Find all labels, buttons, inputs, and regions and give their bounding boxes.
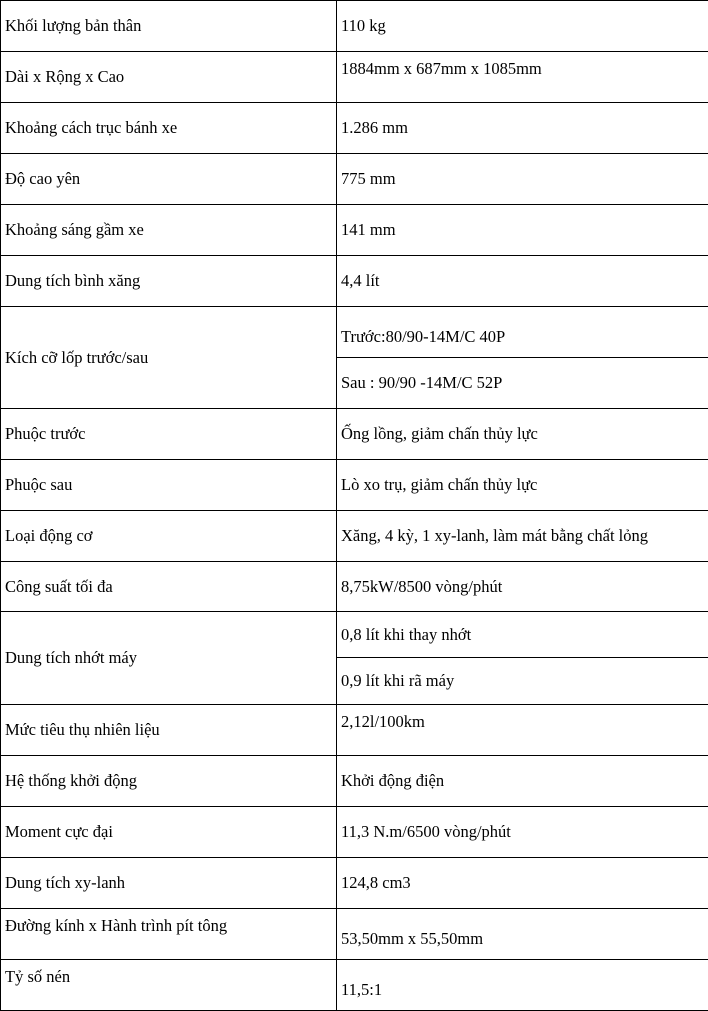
table-row (1, 1, 708, 52)
spec-value: 4,4 lít (337, 256, 708, 307)
table-row (1, 858, 708, 909)
table-row (1, 307, 708, 358)
table-row (1, 409, 708, 460)
spec-value-overhaul: 0,9 lít khi rã máy (337, 658, 708, 705)
spec-value: 53,50mm x 55,50mm (337, 909, 708, 960)
spec-label: Phuộc sau (1, 460, 337, 511)
spec-label: Dung tích bình xăng (1, 256, 337, 307)
table-row (1, 103, 708, 154)
table-row (1, 909, 708, 960)
spec-label: Loại động cơ (1, 511, 337, 562)
table-row (1, 756, 708, 807)
spec-label: Khoảng cách trục bánh xe (1, 103, 337, 154)
spec-label: Dung tích nhớt máy (1, 612, 337, 705)
spec-value: 110 kg (337, 1, 708, 52)
spec-value: 1884mm x 687mm x 1085mm (337, 52, 708, 103)
spec-label: Dung tích xy-lanh (1, 858, 337, 909)
spec-value: 11,5:1 (337, 960, 708, 1011)
spec-value: 8,75kW/8500 vòng/phút (337, 562, 708, 612)
spec-label: Đường kính x Hành trình pít tông (1, 909, 337, 960)
spec-value: Xăng, 4 kỳ, 1 xy-lanh, làm mát bằng chất lỏng (337, 511, 708, 562)
spec-label: Độ cao yên (1, 154, 337, 205)
spec-label: Mức tiêu thụ nhiên liệu (1, 705, 337, 756)
table-row (1, 562, 708, 612)
spec-value: 775 mm (337, 154, 708, 205)
spec-value: Lò xo trụ, giảm chấn thủy lực (337, 460, 708, 511)
spec-value: 11,3 N.m/6500 vòng/phút (337, 807, 708, 858)
spec-value-rear: Sau : 90/90 -14M/C 52P (337, 358, 708, 409)
table-row (1, 205, 708, 256)
table-row (1, 154, 708, 205)
spec-value: 141 mm (337, 205, 708, 256)
table-row (1, 256, 708, 307)
spec-label: Phuộc trước (1, 409, 337, 460)
table-row (1, 511, 708, 562)
spec-value: 2,12l/100km (337, 705, 708, 756)
spec-label: Kích cỡ lốp trước/sau (1, 307, 337, 409)
spec-value: Khởi động điện (337, 756, 708, 807)
table-row (1, 960, 708, 1011)
spec-value: 1.286 mm (337, 103, 708, 154)
spec-label: Dài x Rộng x Cao (1, 52, 337, 103)
spec-value: Ống lồng, giảm chấn thủy lực (337, 409, 708, 460)
spec-label: Khối lượng bản thân (1, 1, 337, 52)
spec-label: Công suất tối đa (1, 562, 337, 612)
spec-label: Moment cực đại (1, 807, 337, 858)
spec-label: Khoảng sáng gầm xe (1, 205, 337, 256)
table-row (1, 807, 708, 858)
table-row (1, 52, 708, 103)
table-row (1, 460, 708, 511)
spec-value-change: 0,8 lít khi thay nhớt (337, 612, 708, 658)
spec-value-front: Trước:80/90-14M/C 40P (337, 307, 708, 358)
table-row (1, 612, 708, 658)
table-row (1, 705, 708, 756)
spec-label: Hệ thống khởi động (1, 756, 337, 807)
spec-value: 124,8 cm3 (337, 858, 708, 909)
spec-label: Tỷ số nén (1, 960, 337, 1011)
